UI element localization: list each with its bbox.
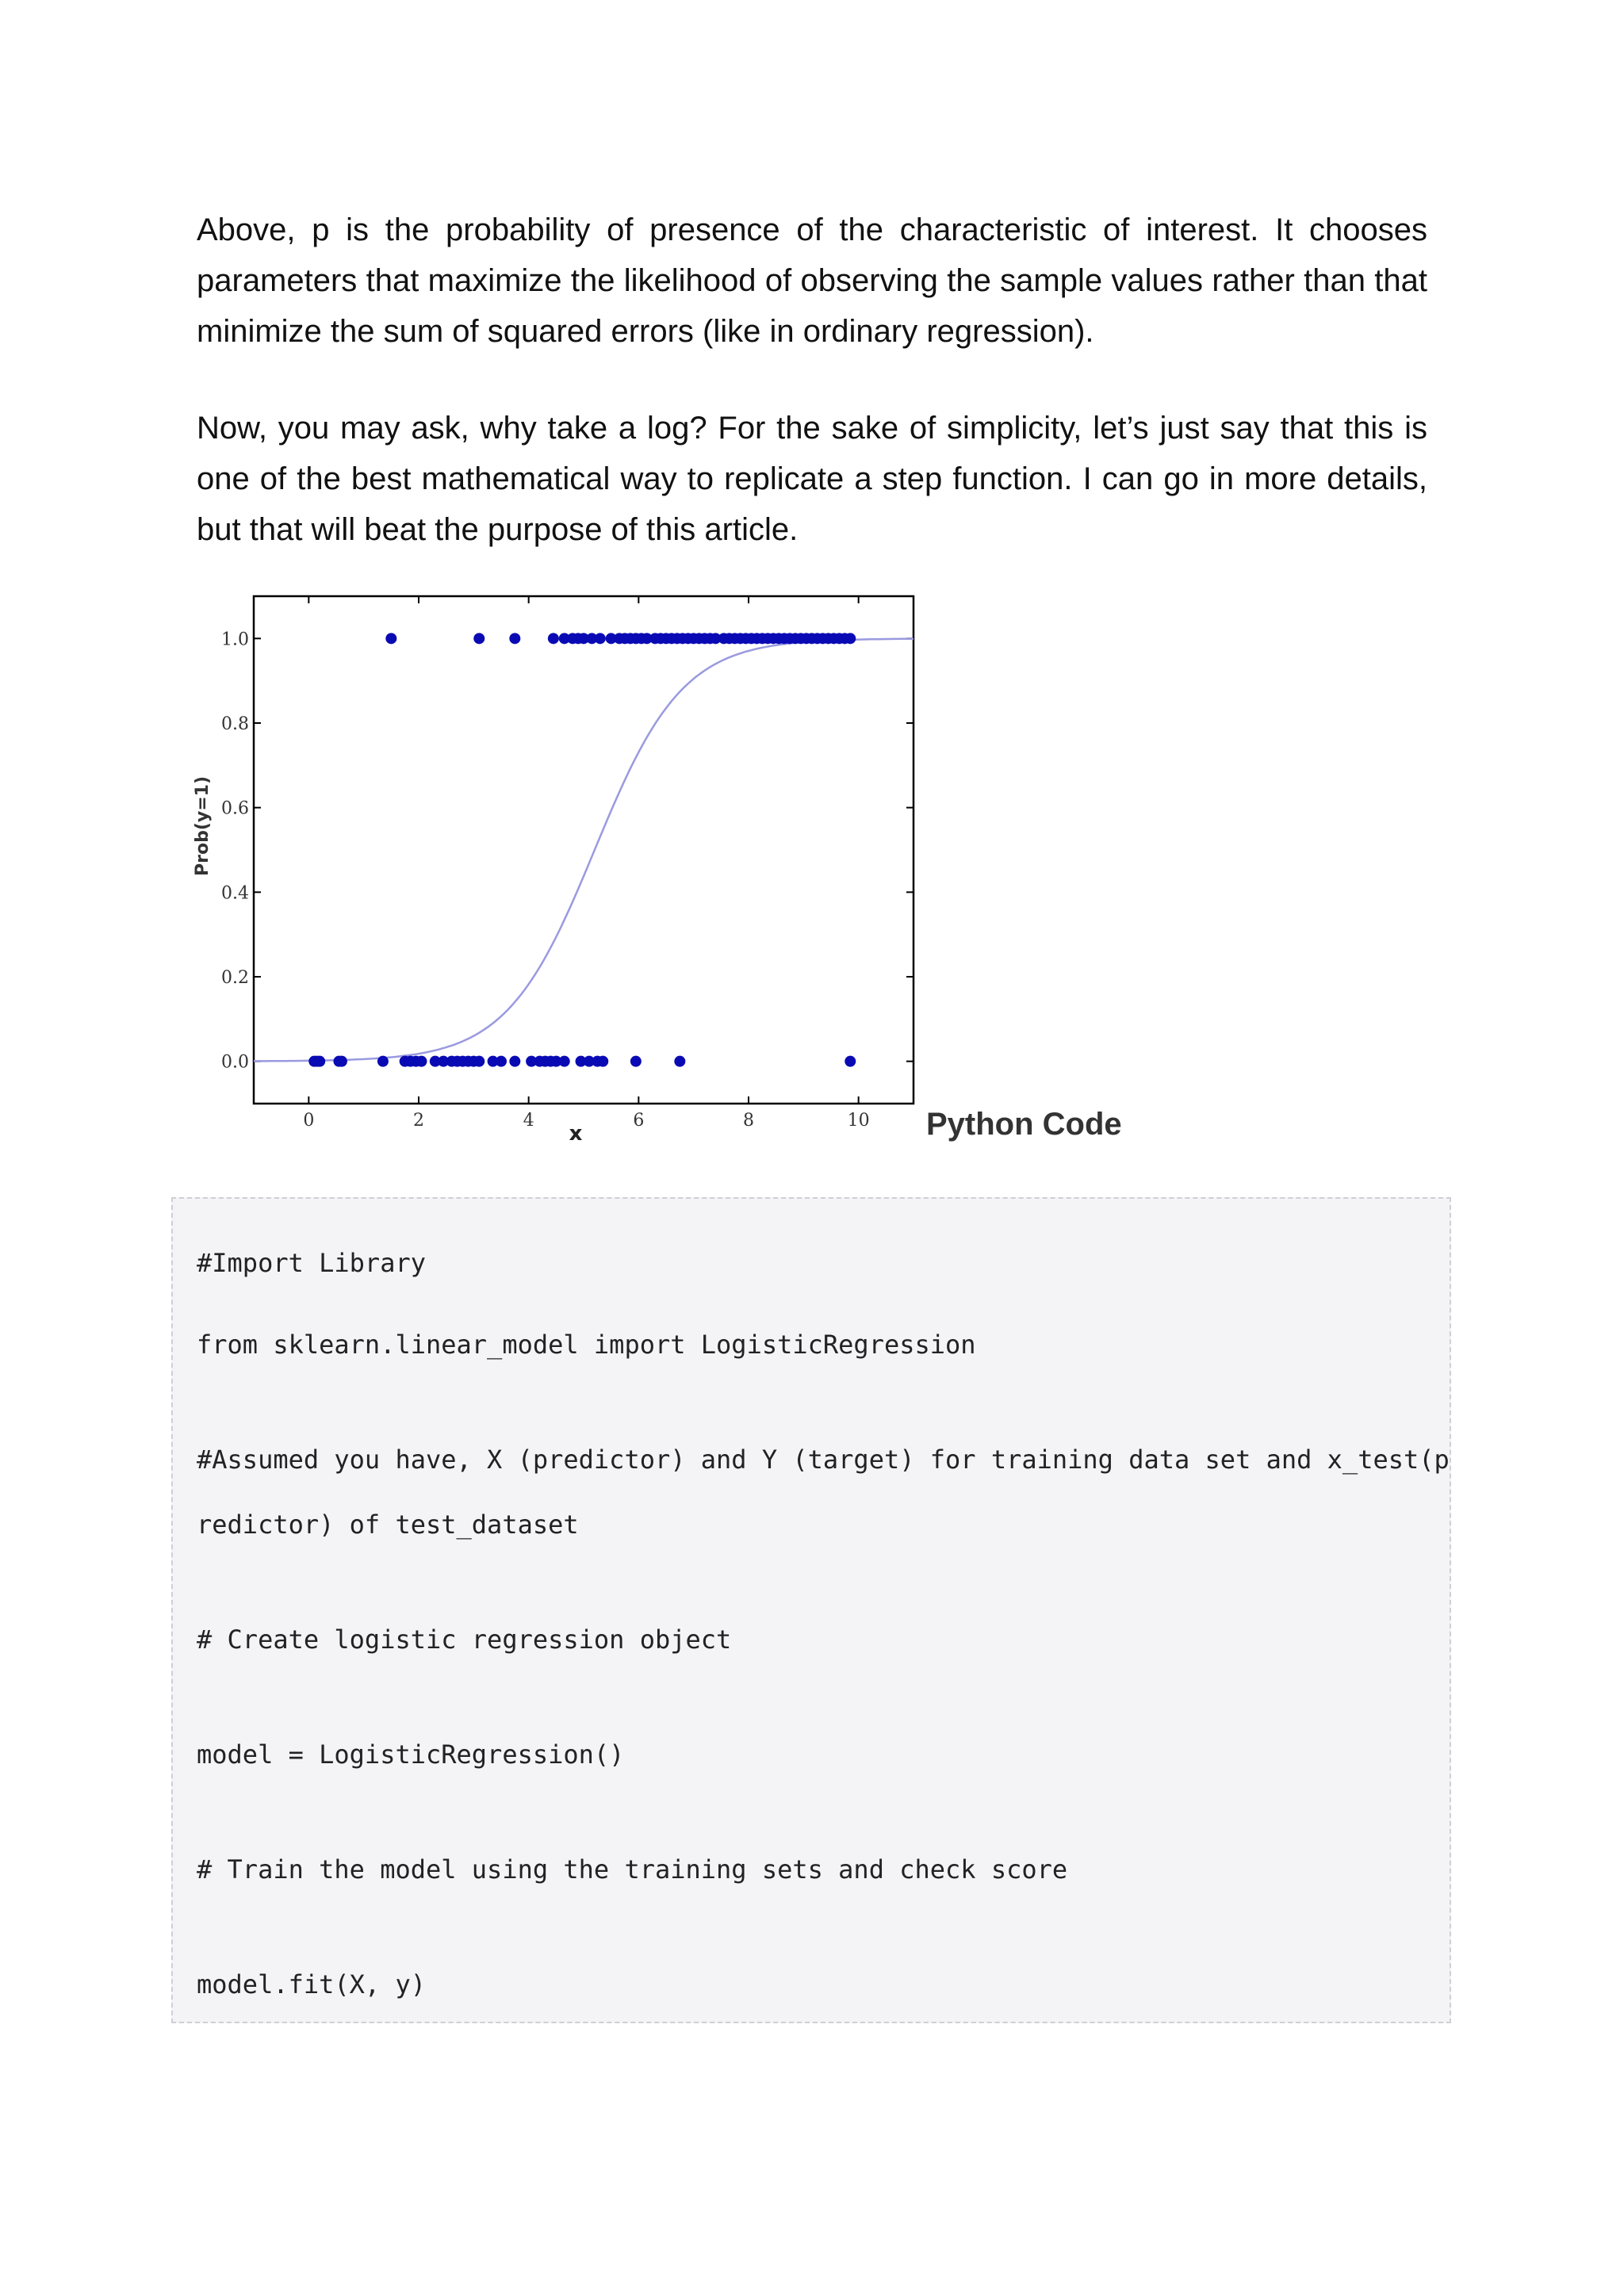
code-block: [171, 1197, 1451, 2023]
code-line: from sklearn.linear_model import LogisticRegression: [197, 1330, 976, 1360]
y-tick-label: 0.6: [221, 798, 249, 819]
data-point: [559, 1056, 570, 1067]
data-point: [597, 1056, 608, 1067]
x-tick-label: 0: [303, 1111, 315, 1131]
data-point: [496, 1056, 507, 1067]
data-point: [509, 633, 520, 644]
plot-frame: [254, 596, 914, 1104]
data-point: [473, 1056, 485, 1067]
y-tick-label: 1.0: [221, 629, 249, 650]
data-point: [630, 1056, 642, 1067]
paragraph-log-explanation: Now, you may ask, why take a log? For the sake of simplicity, let’s just say that this is one of the best mathematical way to replicate a step function. I can go in more details, but that will beat the purpose of this article.: [197, 411, 1427, 547]
section-heading: Python Code: [926, 1107, 1122, 1142]
data-point: [674, 1056, 685, 1067]
logistic-chart: [190, 587, 928, 1158]
paragraph-probability: Above, p is the probability of presence of the characteristic of interest. It chooses parameters that maximize the likelihood of observing the sample values rather than that minimize the sum of squared errors (like in ordinary regression).: [197, 212, 1427, 349]
code-line: # Create logistic regression object: [197, 1624, 732, 1655]
data-point: [845, 633, 856, 644]
data-point: [595, 633, 606, 644]
y-tick-label: 0.8: [221, 714, 249, 734]
x-tick-label: 2: [413, 1111, 424, 1131]
y-tick-label: 0.2: [221, 968, 249, 988]
x-tick-label: 10: [847, 1111, 870, 1131]
data-point: [416, 1056, 427, 1067]
y-axis-label: Prob(y=1): [193, 775, 213, 877]
y-tick-label: 0.4: [221, 883, 249, 904]
data-point: [509, 1056, 520, 1067]
code-line: redictor) of test_dataset: [197, 1510, 579, 1540]
code-line: model.fit(X, y): [197, 1969, 426, 1999]
code-line: # Train the model using the training sets and check score: [197, 1854, 1068, 1885]
code-line: model = LogisticRegression(): [197, 1739, 625, 1770]
data-point: [845, 1056, 856, 1067]
x-tick-label: 8: [743, 1111, 754, 1131]
x-tick-label: 4: [523, 1111, 534, 1131]
x-axis-label: x: [569, 1122, 583, 1146]
x-tick-label: 6: [633, 1111, 645, 1131]
code-line: #Assumed you have, X (predictor) and Y (target) for training data set and x_test(p: [197, 1445, 1450, 1475]
y-tick-label: 0.0: [221, 1052, 249, 1073]
data-point: [314, 1056, 325, 1067]
code-line: #Import Library: [197, 1248, 426, 1278]
data-point: [385, 633, 396, 644]
logistic-chart-svg: [190, 587, 928, 1158]
data-point: [377, 1056, 389, 1067]
data-point: [473, 633, 485, 644]
data-point: [336, 1056, 347, 1067]
data-point: [548, 633, 559, 644]
